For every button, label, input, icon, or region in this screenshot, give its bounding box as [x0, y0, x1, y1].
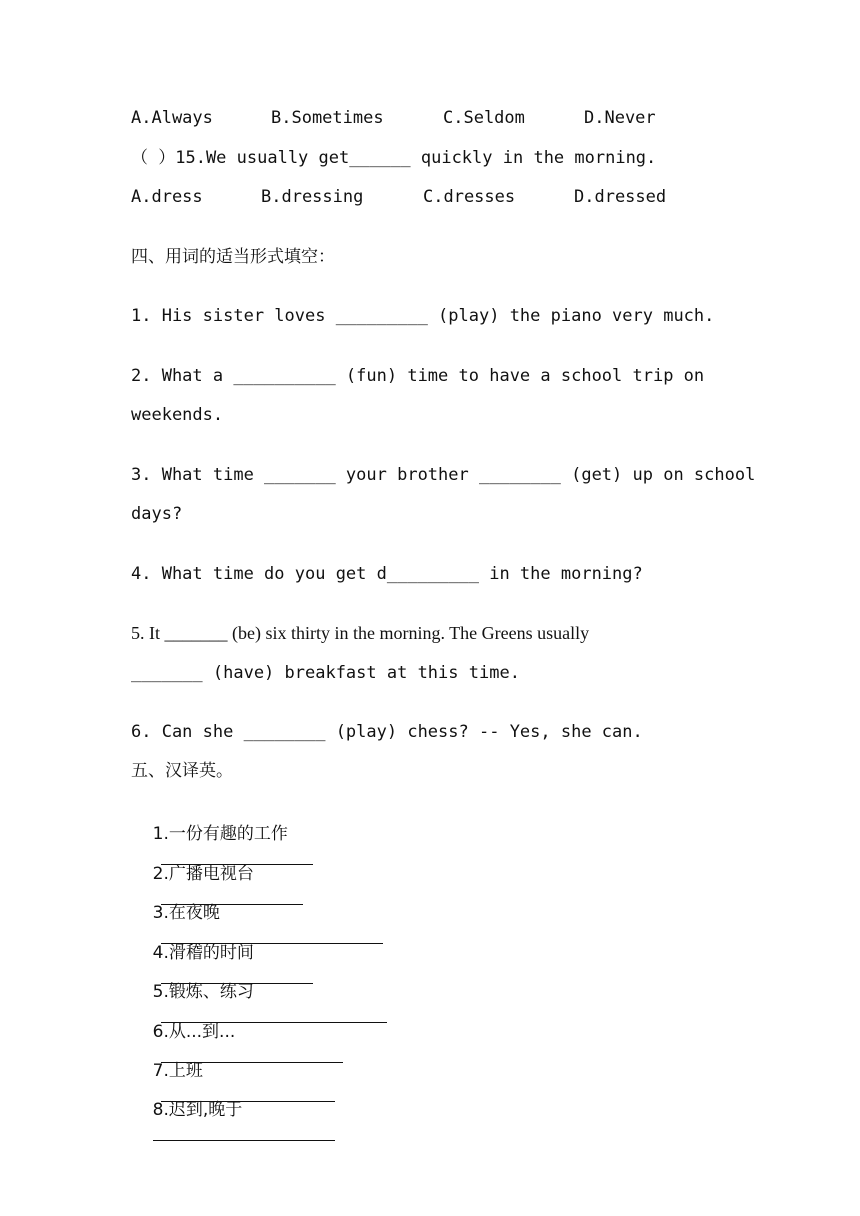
s4-item-3-cont: days?: [131, 504, 183, 524]
q14-options: [131, 106, 731, 130]
section-4-title: 四、用词的适当形式填空：: [131, 247, 335, 267]
s5-item-8: [131, 1074, 335, 1172]
q14-option-b: B.Sometimes: [271, 108, 384, 128]
s4-item-4: 4. What time do you get d_________ in the morning?: [131, 564, 643, 584]
q15-stem: （ ）15.We usually get______ quickly in the morning.: [131, 148, 657, 168]
s5-item-7-label: 7.上班: [152, 1061, 203, 1081]
s5-item-5-label: 5.锻炼、练习: [152, 982, 254, 1002]
s5-item-2-label: 2.广播电视台: [152, 864, 254, 884]
q15-options: [131, 185, 731, 209]
s4-item-6: 6. Can she ________ (play) chess? -- Yes, she can.: [131, 722, 643, 742]
s5-item-8-label: 8.迟到,晚于: [152, 1100, 243, 1120]
s5-item-1-label: 1.一份有趣的工作: [152, 824, 288, 844]
s5-item-3-label: 3.在夜晚: [152, 903, 220, 923]
s5-item-8-blank: [153, 1122, 335, 1141]
q14-option-a: A.Always: [131, 108, 213, 128]
s4-item-5: 5. It _______ (be) six thirty in the morning. The Greens usually: [131, 623, 590, 643]
q14-option-c: C.Seldom: [443, 108, 525, 128]
s5-item-4-label: 4.滑稽的时间: [152, 943, 254, 963]
s5-item-6-label: 6.从...到...: [152, 1022, 236, 1042]
section-5-title: 五、汉译英。: [131, 761, 233, 781]
q15-option-c: C.dresses: [423, 187, 516, 207]
s4-item-2-cont: weekends.: [131, 405, 224, 425]
s4-item-5-cont: _______ (have) breakfast at this time.: [131, 663, 520, 683]
s4-item-2: 2. What a __________ (fun) time to have a school trip on: [131, 366, 705, 386]
q14-option-d: D.Never: [584, 108, 656, 128]
s4-item-3: 3. What time _______ your brother ________ (get) up on school: [131, 465, 756, 485]
q15-option-a: A.dress: [131, 187, 203, 207]
q15-option-b: B.dressing: [261, 187, 364, 207]
q15-option-d: D.dressed: [574, 187, 667, 207]
s4-item-1: 1. His sister loves _________ (play) the piano very much.: [131, 306, 715, 326]
